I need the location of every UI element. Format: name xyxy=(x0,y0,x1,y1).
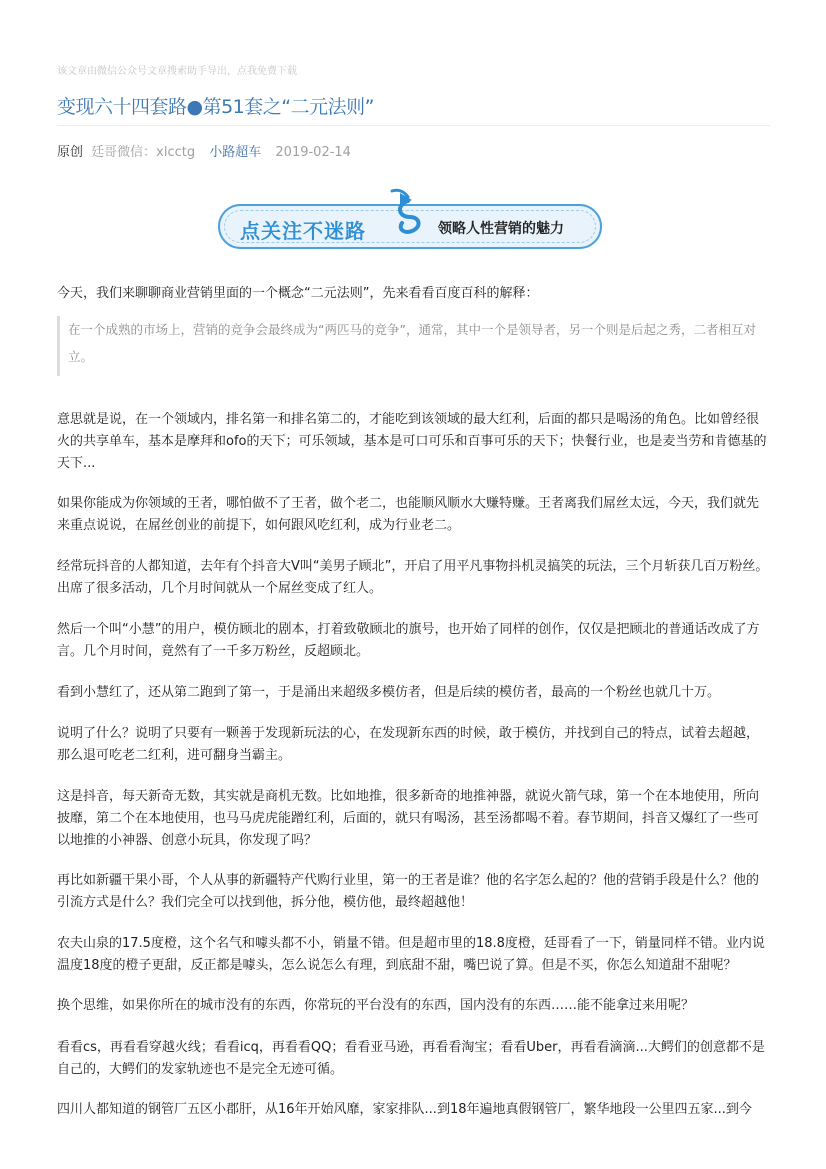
body-paragraph: 这是抖音，每天新奇无数，其实就是商机无数。比如地推，很多新奇的地推神器，就说火箭气球，第一个在本地使用，所向披靡，第二个在本地使用，也马马虎虎能蹭红利，后面的，就只有喝汤，甚至汤都喝不着。春节期间，抖音又爆红了一些可以地推的小神器、创意小玩具，你发现了吗？ xyxy=(57,789,760,848)
article-title: 变现六十四套路●第51套之“二元法则” xyxy=(57,96,374,118)
article-meta xyxy=(57,141,351,160)
account-link[interactable]: 小路超车 xyxy=(209,145,262,160)
body-paragraph: 经常玩抖音的人都知道，去年有个抖音大V叫“美男子顾北”，开启了用平凡事物抖机灵搞笑的玩法，三个月斩获几百万粉丝。出席了很多活动，几个月时间就从一个屌丝变成了红人。 xyxy=(57,559,769,596)
swirl-arrow-icon xyxy=(378,187,438,251)
body-paragraph: 然后一个叫“小慧”的用户，模仿顾北的剧本，打着致敬顾北的旗号，也开始了同样的创作，仅仅是把顾北的普通话改成了方言。几个月时间，竟然有了一千多万粉丝，反超顾北。 xyxy=(57,622,760,659)
body-paragraph: 看看cs，再看看穿越火线；看看icq，再看看QQ；看看亚马逊，再看看淘宝；看看Uber，再看看滴滴...大鳄们的创意都不是自己的，大鳄们的发家轨迹也不是完全无迹可循。 xyxy=(57,1040,765,1077)
title-divider xyxy=(57,125,770,126)
body-paragraph: 说明了什么？说明了只要有一颗善于发现新玩法的心，在发现新东西的时候，敢于模仿，并找到自己的特点，试着去超越，那么退可吃老二红利，进可翻身当霸主。 xyxy=(57,726,760,763)
body-paragraph: 四川人都知道的钢管厂五区小郡肝，从16年开始风靡，家家排队...到18年遍地真假钢管厂，繁华地段一公里四五家...到今 xyxy=(57,1102,752,1117)
body-paragraph: 意思就是说，在一个领域内，排名第一和排名第二的，才能吃到该领域的最大红利，后面的都只是喝汤的角色。比如曾经很火的共享单车，基本是摩拜和ofo的天下；可乐领域，基本是可口可乐和百事可乐的天下；快餐行业，也是麦当劳和肯德基的天下... xyxy=(57,412,767,471)
author-label: 廷哥微信：xlcctg xyxy=(91,145,196,160)
body-paragraph: 如果你能成为你领域的王者，哪怕做不了王者，做个老二，也能顺风顺水大赚特赚。王者离我们屌丝太远，今天，我们就先来重点说说，在屌丝创业的前提下，如何跟风吃红利，成为行业老二。 xyxy=(57,496,760,533)
body-paragraph: 再比如新疆干果小哥，个人从事的新疆特产代购行业里，第一的王者是谁？他的名字怎么起的？他的营销手段是什么？他的引流方式是什么？我们完全可以找到他，拆分他，模仿他，最终超越他！ xyxy=(57,873,760,910)
body-paragraph: 换个思维，如果你所在的城市没有的东西，你常玩的平台没有的东西，国内没有的东西……能不能拿过来用呢？ xyxy=(57,998,695,1013)
banner-slogan: 领略人性营销的魅力 xyxy=(438,221,564,237)
publish-date: 2019-02-14 xyxy=(275,145,351,160)
banner-follow-text: 点关注不迷路 xyxy=(240,219,366,243)
intro-paragraph: 今天，我们来聊聊商业营销里面的一个概念“二元法则”，先来看看百度百科的解释： xyxy=(57,286,539,301)
body-paragraph: 看到小慧红了，还从第二跑到了第一，于是涌出来超级多模仿者，但是后续的模仿者，最高的一个粉丝也就几十万。 xyxy=(57,685,721,700)
baike-quote: 在一个成熟的市场上，营销的竞争会最终成为“两匹马的竞争”，通常，其中一个是领导者，另一个则是后起之秀，二者相互对立。 xyxy=(57,316,769,376)
original-tag: 原创 xyxy=(57,145,84,160)
body-paragraph: 农夫山泉的17.5度橙，这个名气和噱头都不小，销量不错。但是超市里的18.8度橙，廷哥看了一下，销量同样不错。业内说温度18度的橙子更甜，反正都是噱头，怎么说怎么有理，到底甜不甜，嘴巴说了算。但是不买，你怎么知道甜不甜呢？ xyxy=(57,936,765,973)
export-notice-link[interactable]: 该文章由微信公众号文章搜索助手导出，点我免费下载 xyxy=(57,66,297,77)
follow-banner xyxy=(218,187,604,251)
